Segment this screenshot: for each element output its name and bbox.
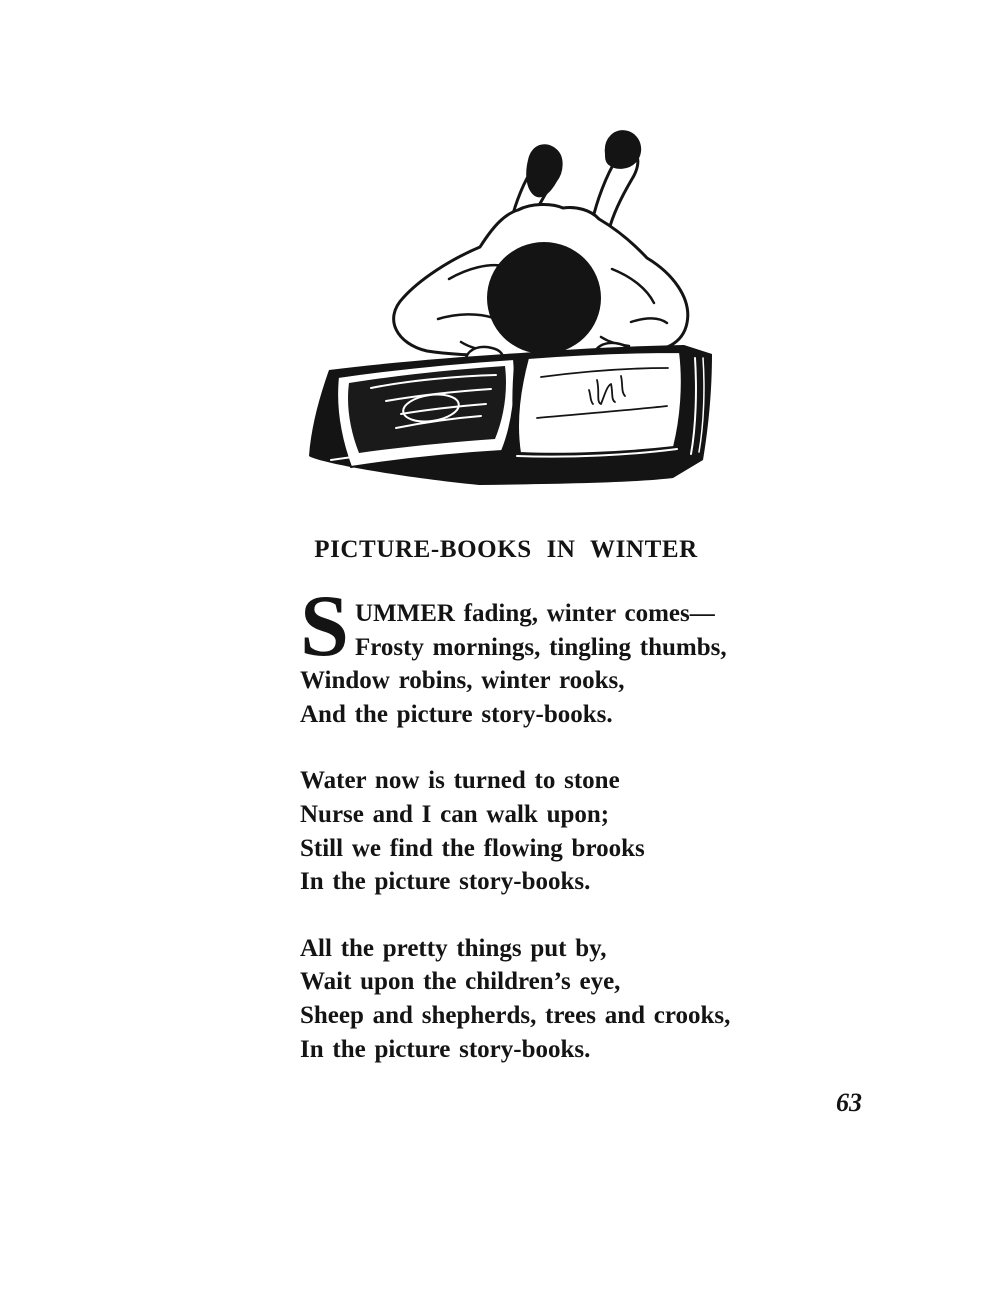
poem-title: PICTURE-BOOKS IN WINTER bbox=[314, 536, 698, 563]
poem-line: And the picture story-books. bbox=[300, 700, 613, 728]
poem-line: UMMER fading, winter comes— bbox=[354, 600, 715, 627]
head bbox=[487, 242, 601, 354]
poem-line: In the picture story-books. bbox=[300, 1035, 591, 1063]
open-book bbox=[309, 345, 712, 485]
dropcap-letter: S bbox=[300, 578, 349, 675]
poem-line: In the picture story-books. bbox=[300, 868, 591, 896]
poem-line: Window robins, winter rooks, bbox=[300, 667, 625, 695]
poem-line: Wait upon the children’s eye, bbox=[300, 968, 621, 996]
poem-line: Water now is turned to stone bbox=[300, 767, 620, 795]
stanza-2 bbox=[300, 764, 770, 898]
poem-body bbox=[300, 578, 770, 1099]
stanza-3 bbox=[300, 932, 770, 1066]
poem-line: Nurse and I can walk upon; bbox=[300, 800, 610, 828]
right-leg bbox=[592, 131, 640, 230]
poem-line: Sheep and shepherds, trees and crooks, bbox=[300, 1001, 731, 1029]
poem-line: Frosty mornings, tingling thumbs, bbox=[354, 633, 727, 661]
page-number: 63 bbox=[836, 1088, 862, 1117]
poem-line: Still we find the flowing brooks bbox=[300, 834, 645, 862]
poem-line: All the pretty things put by, bbox=[300, 934, 607, 962]
stanza-1 bbox=[300, 578, 770, 731]
child-reading-illustration bbox=[298, 116, 730, 504]
